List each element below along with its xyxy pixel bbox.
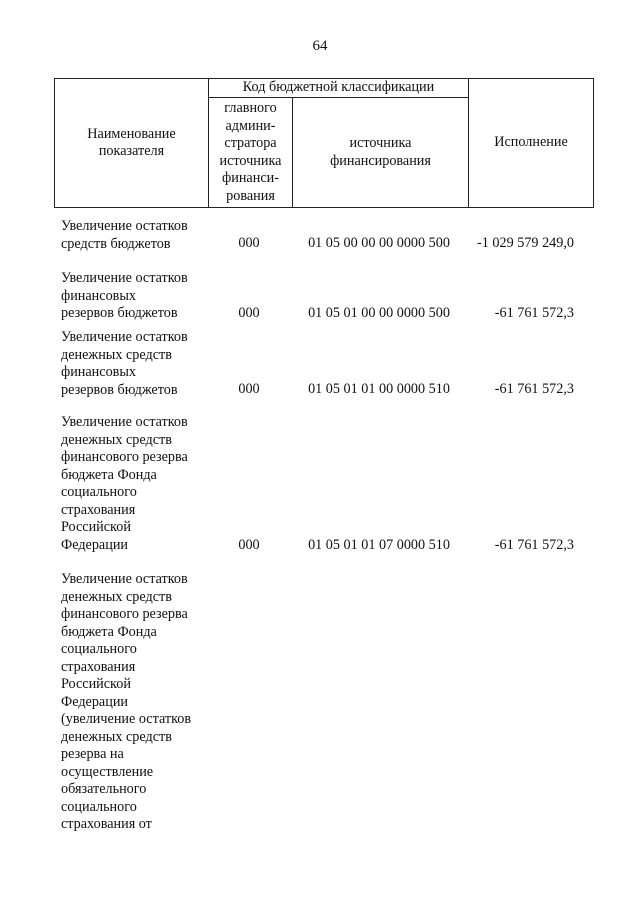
row-admin-code: 000: [238, 537, 260, 553]
row-source-code: 01 05 01 00 00 0000 500: [308, 305, 450, 321]
row-name: Увеличение остатков финансовых резервов бюджетов: [61, 270, 188, 321]
header-source-label: источника финансирования: [330, 135, 431, 169]
header-admin-label: главного админи- стратора источника финанси- рования: [219, 100, 282, 204]
row-name: Увеличение остатков средств бюджетов: [61, 218, 188, 252]
row-source-code: 01 05 01 01 07 0000 510: [308, 537, 450, 553]
row-execution-value: -61 761 572,3: [494, 381, 574, 397]
row-execution-value: -61 761 572,3: [494, 305, 574, 321]
row-admin-code: 000: [238, 235, 260, 251]
page-number: 64: [312, 38, 328, 54]
row-name: Увеличение остатков денежных средств финансового резерва бюджета Фонда социального страхования Российской Федерации: [61, 414, 188, 553]
row-execution-value: -1 029 579 249,0: [477, 235, 574, 251]
row-execution-value: -61 761 572,3: [494, 537, 574, 553]
header-name-label: Наименование показателя: [87, 125, 176, 159]
header-exec-label: Исполнение: [494, 134, 568, 151]
row-name: Увеличение остатков денежных средств финансовых резервов бюджетов: [61, 329, 188, 398]
header-group-label: Код бюджетной классификации: [242, 79, 435, 96]
row-source-code: 01 05 00 00 00 0000 500: [308, 235, 450, 251]
row-admin-code: 000: [238, 381, 260, 397]
row-name: Увеличение остатков денежных средств финансового резерва бюджета Фонда социального страхования Российской Федерации (увеличение остатков денежных средств резерва на осуществление обязательного социального страхования от: [61, 571, 192, 832]
row-admin-code: 000: [238, 305, 260, 321]
row-source-code: 01 05 01 01 00 0000 510: [308, 381, 450, 397]
